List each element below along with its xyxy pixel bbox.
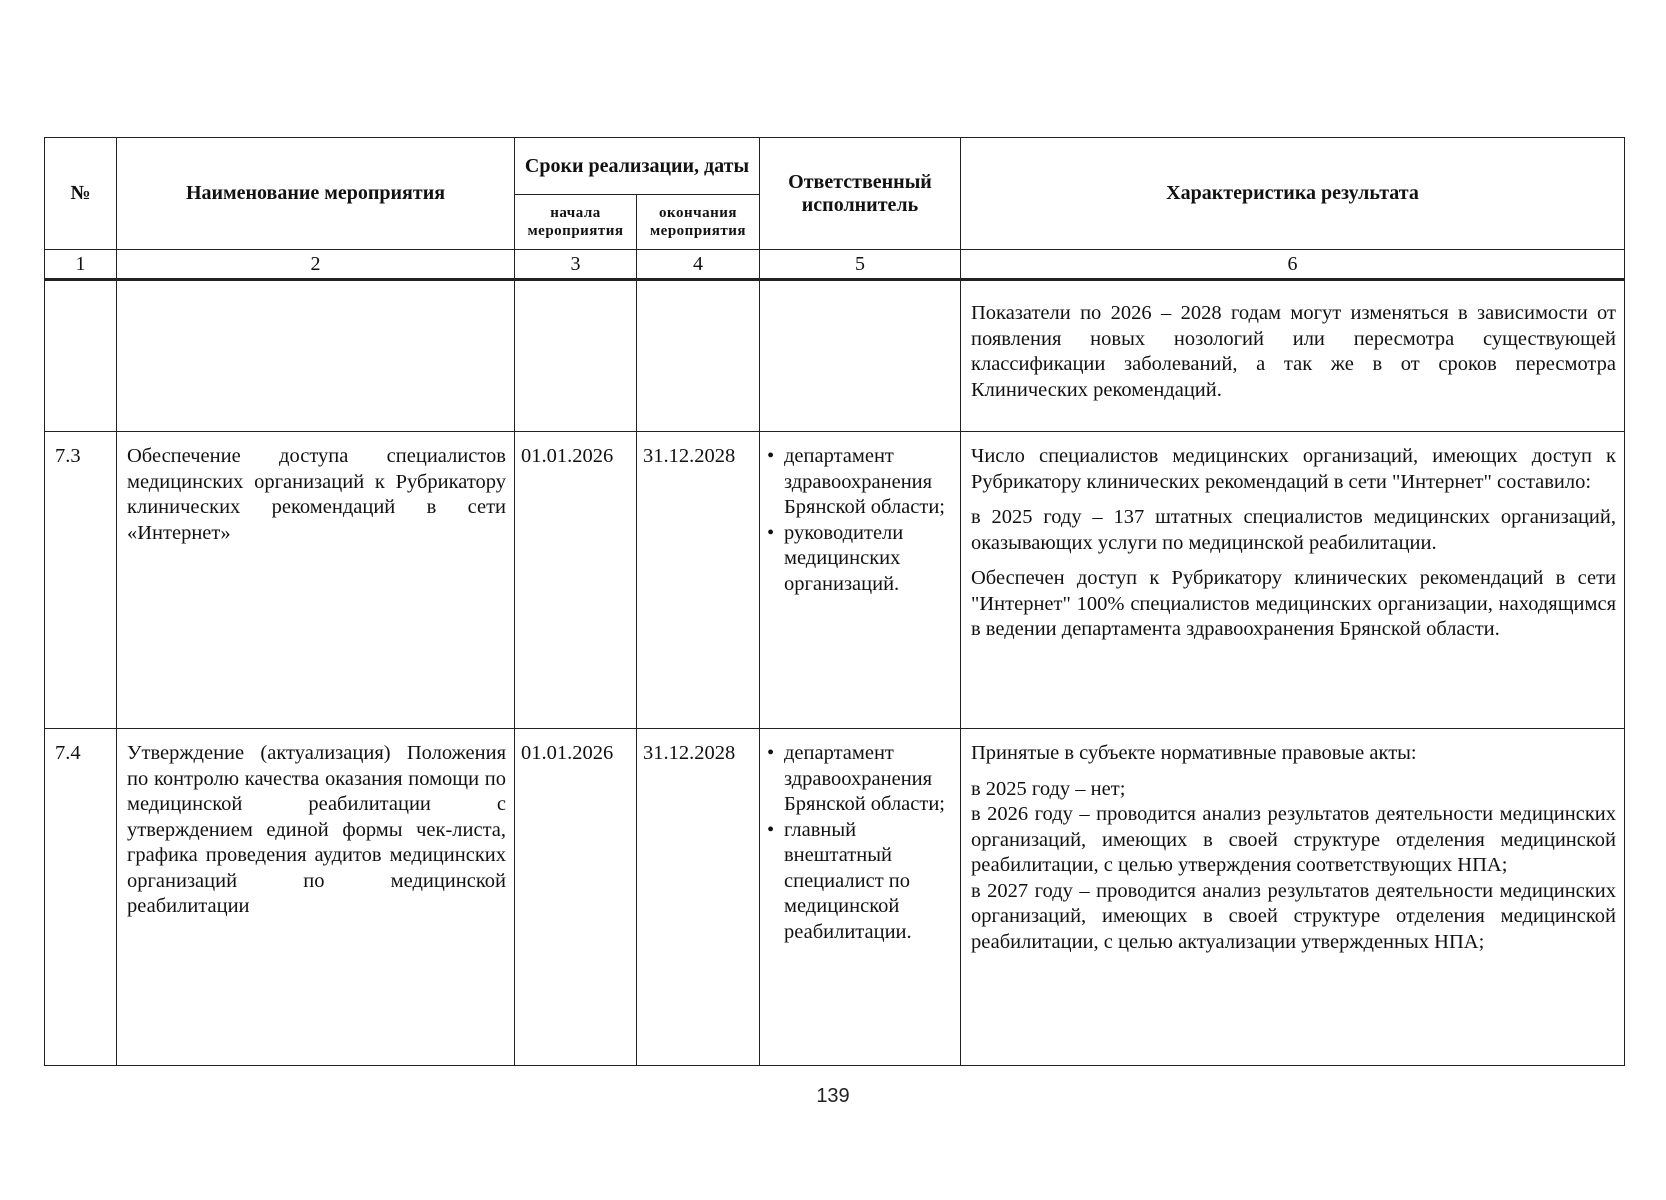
responsible-item: • департамент здравоохранения Брянской области; (764, 444, 956, 521)
col-number: 6 (961, 250, 1625, 280)
header-start: начала мероприятия (515, 195, 637, 250)
responsible-item: • главный внештатный специалист по медицинской реабилитации. (764, 818, 956, 946)
measures-table (44, 137, 1625, 1066)
responsible-list (764, 444, 956, 597)
year-label: в 2025 году – (971, 506, 1103, 528)
year-text: проводится анализ результатов деятельности медицинских организаций, имеющих в своей структуре отделения медицинской реабилитации, с целью утверждения соответствующих НПА; (971, 803, 1617, 876)
year-line: в 2025 году – нет; (971, 777, 1126, 800)
table-row-7-4 (45, 729, 1625, 1066)
result-intro: Число специалистов медицинских организаций, имеющих доступ к Рубрикатору клинических рекомендаций в сети "Интернет" составило: (971, 445, 1616, 493)
start-date: 01.01.2026 (521, 445, 614, 467)
header-end: окончания мероприятия (637, 195, 760, 250)
year-text: проводится анализ результатов деятельности медицинских организаций, имеющих в своей структуре отделения медицинской реабилитации, с целью актуализации утвержденных НПА; (971, 879, 1617, 953)
col-number: 4 (637, 250, 760, 280)
header-terms: Сроки реализации, даты (515, 138, 760, 195)
table-row-continuation (45, 280, 1625, 432)
result-text: Показатели по 2026 – 2028 годам могут изменяться в зависимости от появления новых нозологий или пересмотра существующей классификации заболеваний, а так же в от сроков пересмотра Клинических рекомендаций. (971, 302, 1616, 401)
result-intro: Принятые в субъекте нормативные правовые акты: (971, 742, 1417, 764)
col-number: 1 (45, 250, 117, 280)
col-number: 3 (515, 250, 637, 280)
end-date: 31.12.2028 (643, 742, 736, 764)
header-responsible: Ответственный исполнитель (760, 138, 961, 250)
start-date: 01.01.2026 (521, 742, 614, 764)
responsible-item: • руководители медицинских организаций. (764, 521, 956, 598)
result-final: Обеспечен доступ к Рубрикатору клинических рекомендаций в сети "Интернет" 100% специалистов медицинских организации, находящимся в ведении департамента здравоохранения Брянской области. (971, 567, 1616, 640)
col-number: 5 (760, 250, 961, 280)
header-name: Наименование мероприятия (117, 138, 515, 250)
measure-name: Обеспечение доступа специалистов медицинских организаций к Рубрикатору клинических рекомендаций в сети «Интернет» (127, 445, 506, 544)
year-label: в 2027 году – (971, 879, 1090, 902)
row-number: 7.3 (55, 445, 81, 467)
responsible-item: • департамент здравоохранения Брянской области; (764, 741, 956, 818)
responsible-list (764, 741, 956, 945)
year-text: 137 штатных специалистов медицинских организаций, оказывающих услуги по медицинской реабилитации. (971, 506, 1616, 554)
header-result: Характеристика результата (961, 138, 1625, 250)
header-num: № (45, 138, 117, 250)
measure-name: Утверждение (актуализация) Положения по контролю качества оказания помощи по медицинской реабилитации с утверждением единой формы чек-листа, графика проведения аудитов медицинских организаций по медицинской реабилитации (127, 742, 506, 917)
year-label: в 2026 году – (971, 803, 1090, 825)
end-date: 31.12.2028 (643, 445, 736, 467)
page-number: 139 (816, 1085, 850, 1107)
col-number: 2 (117, 250, 515, 280)
table-row-7-3 (45, 432, 1625, 729)
row-number: 7.4 (55, 742, 81, 764)
